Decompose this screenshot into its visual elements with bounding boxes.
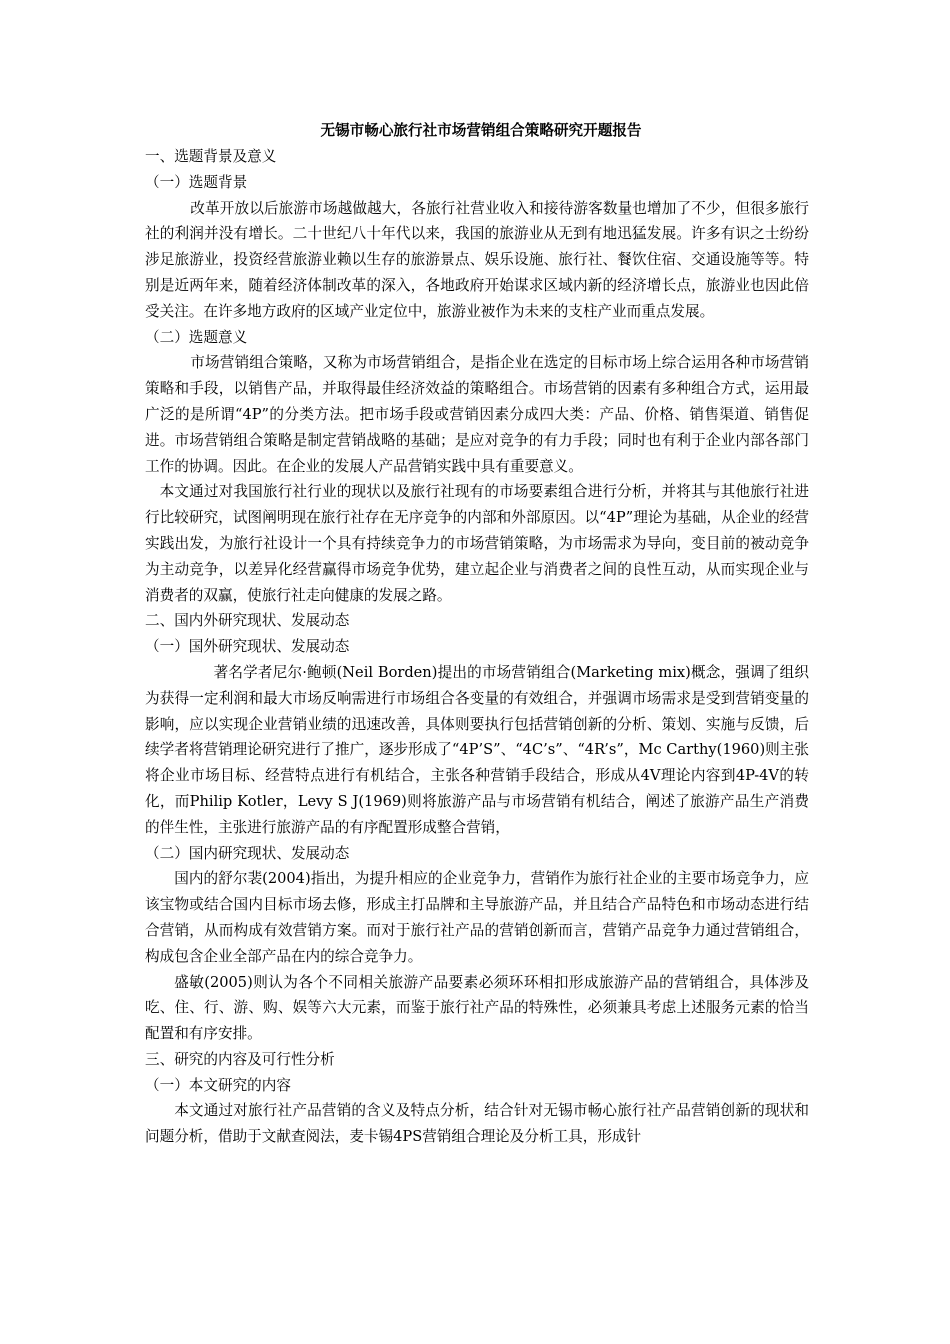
subsection-heading-1-1: （一）选题背景 [145, 173, 248, 191]
paragraph-domestic-research-2: 盛敏(2005)则认为各个不同相关旅游产品要素必须环环相扣形成旅游产品的营销组合，具体涉及吃、住、行、游、购、娱等六大元素，而鉴于旅行社产品的特殊性，必须兼具考虑上述服务元素的恰当配置和有序安排。 [145, 973, 809, 1043]
subsection-heading-2-2: （二）国内研究现状、发展动态 [145, 844, 350, 862]
section-heading-2: 二、国内外研究现状、发展动态 [145, 612, 350, 630]
document-title: 无锡市畅心旅行社市场营销组合策略研究开题报告 [320, 122, 642, 139]
paragraph-research-content: 本文通过对旅行社产品营销的含义及特点分析，结合针对无锡市畅心旅行社产品营销创新的现状和问题分析，借助于文献查阅法，麦卡锡4PS营销组合理论及分析工具，形成针 [145, 1102, 809, 1146]
document-page [145, 118, 809, 1150]
subsection-heading-1-2: （二）选题意义 [145, 328, 248, 346]
section-heading-1: 一、选题背景及意义 [145, 148, 277, 165]
paragraph-background: 改革开放以后旅游市场越做越大，各旅行社营业收入和接待游客数量也增加了不少，但很多旅行社的利润并没有增长。二十世纪八十年代以来，我国的旅游业从无到有地迅猛发展。许多有识之士纷纷涉足旅游业，投资经营旅游业赖以生存的旅游景点、娱乐设施、旅行社、餐饮住宿、交通设施等等。特别是近两年来，随着经济体制改革的深入，各地政府开始谋求区域内新的经济增长点，旅游业也因此倍受关注。在许多地方政府的区域产业定位中，旅游业被作为未来的支柱产业而重点发展。 [145, 199, 809, 320]
subsection-heading-2-1: （一）国外研究现状、发展动态 [145, 638, 350, 656]
paragraph-research-aim: 本文通过对我国旅行社行业的现状以及旅行社现有的市场要素组合进行分析，并将其与其他旅行社进行比较研究，试图阐明现在旅行社存在无序竞争的内部和外部原因。以“4P”理论为基础，从企业的经营实践出发，为旅行社设计一个具有持续竞争力的市场营销策略，为市场需求为导向，变目前的被动竞争为主动竞争，以差异化经营赢得市场竞争优势，建立起企业与消费者之间的良性互动，从而实现企业与消费者的双赢，使旅行社走向健康的发展之路。 [145, 483, 809, 604]
paragraph-domestic-research-1: 国内的舒尔裴(2004)指出，为提升相应的企业竞争力，营销作为旅行社企业的主要市场竞争力，应该宝物或结合国内目标市场去修，形成主打品牌和主导旅游产品，并且结合产品特色和市场动态进行结合营销，从而构成有效营销方案。而对于旅行社产品的营销创新而言，营销产品竞争力通过营销组合，构成包含企业全部产品在内的综合竞争力。 [145, 870, 809, 965]
paragraph-significance: 市场营销组合策略，又称为市场营销组合，是指企业在选定的目标市场上综合运用各种市场营销策略和手段，以销售产品，并取得最佳经济效益的策略组合。市场营销的因素有多种组合方式，运用最广泛的是所谓“4P”的分类方法。把市场手段或营销因素分成四大类：产品、价格、销售渠道、销售促进。市场营销组合策略是制定营销战略的基础；是应对竞争的有力手段；同时也有利于企业内部各部门工作的协调。因此。在企业的发展人产品营销实践中具有重要意义。 [145, 354, 809, 475]
subsection-heading-3-1: （一）本文研究的内容 [145, 1076, 291, 1094]
section-heading-3: 三、研究的内容及可行性分析 [145, 1050, 335, 1068]
paragraph-foreign-research: 著名学者尼尔·鲍顿(Neil Borden)提出的市场营销组合(Marketing mix)概念，强调了组织为获得一定利润和最大市场反响需进行市场组合各变量的有效组合，并强调市场需求是受到营销变量的影响，应以实现企业营销业绩的迅速改善，具体则要执行包括营销创新的分析、策划、实施与反馈，后续学者将营销理论研究进行了推广，逐步形成了“4P’S”、“4C’s”、“4R’s”，Mc Carthy(1960)则主张将企业市场目标、经营特点进行有机结合，主张各种营销手段结合，形成从4V理论内容到4P-4V的转化，而Philip Kotler，Levy S J(1969)则将旅游产品与市场营销有机结合，阐述了旅游产品生产消费的伴生性，主张进行旅游产品的有序配置形成整合营销， [145, 663, 809, 836]
